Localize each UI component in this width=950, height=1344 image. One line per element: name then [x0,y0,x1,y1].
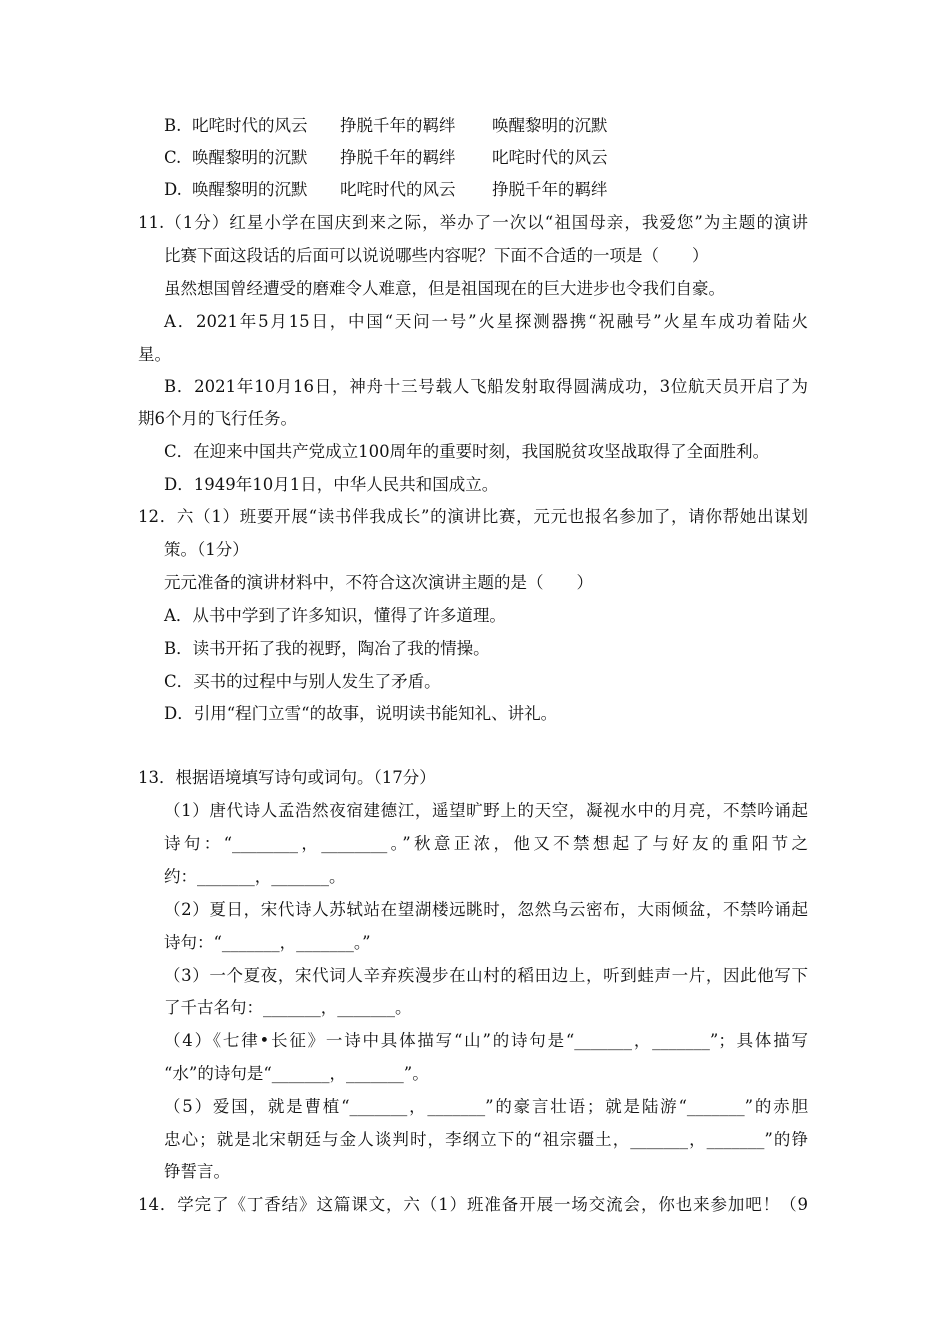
q11-quote: 虽然想国曾经遭受的磨难令人难意，但是祖国现在的巨大进步也令我们自豪。 [164,279,725,298]
q11-option-b-line1: B．2021年10月16日，神舟十三号载人飞船发射取得圆满成功，3位航天员开启了为 [164,377,808,396]
q11-option-d: D．1949年10月1日，中华人民共和国成立。 [164,475,499,494]
q12-option-b: B．读书开拓了我的视野，陶冶了我的情操。 [164,639,490,658]
q13-part2-line1: （2）夏日，宋代诗人苏轼站在望湖楼远眺时，忽然乌云密布，大雨倾盆，不禁吟诵起 [164,900,808,919]
q11-stem-line1: 11.（1分）红星小学在国庆到来之际，举办了一次以“祖国母亲，我爱您”为主题的演讲 [138,213,808,232]
q13-part5-line2: 忠心；就是北宋朝廷与金人谈判时，李纲立下的“祖宗疆土，_______，_______”的铮 [164,1130,808,1149]
q12-stem-line2: 策。（1分） [164,540,249,559]
q13-part5-line1: （5）爱国，就是曹植“_______，_______”的豪言壮语；就是陆游“_______”的赤胆 [164,1097,808,1116]
q13-part4-line2: “水”的诗句是“_______，_______”。 [164,1064,429,1083]
option-letter: D. [164,180,182,199]
option-item: 唤醒黎明的沉默 [192,148,308,167]
option-item: 叱咤时代的风云 [340,180,456,199]
q13-part3-line1: （3）一个夏夜，宋代词人辛弃疾漫步在山村的稻田边上，听到蛙声一片，因此他写下 [164,966,808,985]
q11-option-a-line1: A．2021年5月15日，中国“天问一号”火星探测器携“祝融号”火星车成功着陆火 [164,312,808,331]
option-item: 叱咤时代的风云 [192,116,308,135]
q11-option-c: C．在迎来中国共产党成立100周年的重要时刻，我国脱贫攻坚战取得了全面胜利。 [164,442,770,461]
q11-option-b-line2: 期6个月的飞行任务。 [138,409,297,428]
option-item: 挣脱千年的羁绊 [340,148,456,167]
option-item: 唤醒黎明的沉默 [192,180,308,199]
option-item: 叱咤时代的风云 [492,148,608,167]
q13-part1-line3: 约：_______，_______。 [164,867,346,886]
q14-stem-line1: 14．学完了《丁香结》这篇课文，六（1）班准备开展一场交流会，你也来参加吧！（9 [138,1195,808,1214]
q12-option-d: D．引用“程门立雪“的故事，说明读书能知礼、讲礼。 [164,704,558,723]
q13-part1-line1: （1）唐代诗人孟浩然夜宿建德江，遥望旷野上的天空，凝视水中的月亮，不禁吟诵起 [164,801,808,820]
q13-part1-line2: 诗句：“________，________。”秋意正浓，他又不禁想起了与好友的重阳节之 [164,834,808,853]
option-item: 挣脱千年的羁绊 [340,116,456,135]
q11-option-a-line2: 星。 [138,345,171,364]
option-item: 唤醒黎明的沉默 [492,116,608,135]
q11-stem-line2: 比赛下面这段话的后面可以说说哪些内容呢？下面不合适的一项是（ ） [164,246,709,265]
q12-option-a: A．从书中学到了许多知识，懂得了许多道理。 [164,606,506,625]
q13-part4-line1: （4）《七律•长征》一诗中具体描写“山”的诗句是“_______，_______”；具体描写 [164,1031,808,1050]
q13-part5-line3: 铮誓言。 [164,1162,230,1181]
q13-title: 13．根据语境填写诗句或词句。（17分） [138,768,436,787]
q12-stem: 元元准备的演讲材料中，不符合这次演讲主题的是（ ） [164,573,593,592]
q12-stem-line1: 12．六（1）班要开展“读书伴我成长”的演讲比赛，元元也报名参加了，请你帮她出谋划 [138,507,808,526]
q13-part3-line2: 了千古名句：_______，_______。 [164,998,412,1017]
option-item: 挣脱千年的羁绊 [492,180,608,199]
option-letter: B. [164,116,182,135]
q12-option-c: C．买书的过程中与别人发生了矛盾。 [164,672,441,691]
option-letter: C. [164,148,182,167]
q13-part2-line2: 诗句：“_______，_______。” [164,933,371,952]
